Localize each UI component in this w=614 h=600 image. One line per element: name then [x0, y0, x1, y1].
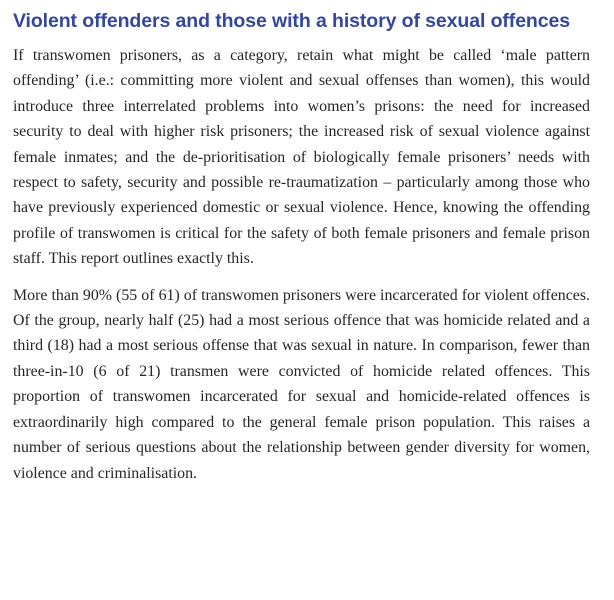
- paragraph-statistics: More than 90% (55 of 61) of transwomen prisoners were incarcerated for violent offences. Of the group, nearly half (25) had a most serious offence that was homicide related and a third (18) had a most serious offense that was sexual in nature. In comparison, fewer than three-in-10 (6 of 21) transmen were convicted of homicide related offences. This proportion of transwomen incarcerated for sexual and homicide-related offences is extraordinarily high compared to the general female prison population. This raises a number of serious questions about the relationship between gender diversity for women, violence and criminalisation.: [13, 286, 590, 482]
- paragraph-intro: If transwomen prisoners, as a category, retain what might be called ‘male pattern offending’ (i.e.: committing more violent and sexual offenses than women), this would introduce three interrelated problems into women’s prisons: the need for increased security to deal with higher risk prisoners; the increased risk of sexual violence against female inmates; and the de-prioritisation of biologically female prisoners’ needs with respect to safety, security and possible re-traumatization – particularly among those who have previously experienced domestic or sexual violence. Hence, knowing the offending profile of transwomen is critical for the safety of both female prisoners and female prison staff. This report outlines exactly this.: [13, 47, 590, 268]
- section-heading: Violent offenders and those with a history of sexual offences: [13, 10, 570, 32]
